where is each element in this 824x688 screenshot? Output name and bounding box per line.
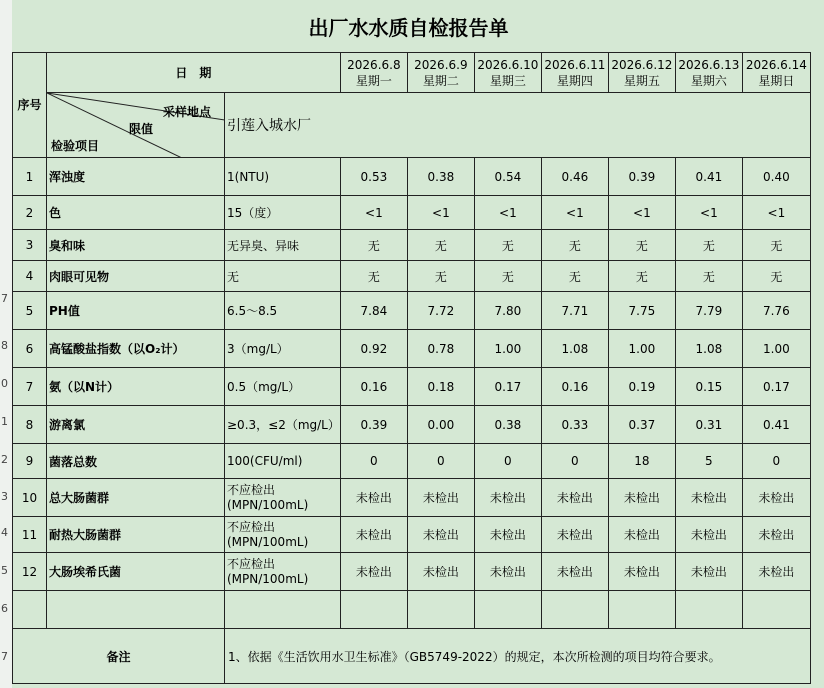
limit-value[interactable]: 无 bbox=[225, 261, 341, 292]
row-index[interactable]: 12 bbox=[13, 553, 47, 591]
limit-value[interactable]: 15（度） bbox=[225, 196, 341, 230]
result-cell[interactable]: 0.39 bbox=[608, 158, 675, 196]
result-cell[interactable]: 0.78 bbox=[407, 330, 474, 368]
result-cell[interactable]: 未检出 bbox=[474, 479, 541, 517]
row-number: 4 bbox=[1, 526, 8, 539]
table-row bbox=[13, 292, 811, 330]
result-cell[interactable]: 未检出 bbox=[608, 479, 675, 517]
result-cell[interactable]: 未检出 bbox=[407, 479, 474, 517]
empty-cell[interactable] bbox=[13, 591, 47, 629]
result-cell[interactable]: 未检出 bbox=[340, 517, 407, 553]
result-cell[interactable]: 无 bbox=[340, 230, 407, 261]
result-cell[interactable]: 0.53 bbox=[340, 158, 407, 196]
limit-value[interactable]: 不应检出(MPN/100mL) bbox=[225, 517, 341, 553]
result-cell[interactable]: 0.38 bbox=[474, 406, 541, 444]
result-cell[interactable]: 0 bbox=[474, 444, 541, 479]
result-cell[interactable]: 无 bbox=[675, 230, 742, 261]
diag-label-item: 检验项目 bbox=[51, 139, 100, 153]
row-index[interactable]: 10 bbox=[13, 479, 47, 517]
limit-value[interactable]: 不应检出(MPN/100mL) bbox=[225, 479, 341, 517]
item-name[interactable]: 氨（以N计） bbox=[47, 368, 225, 406]
report-title[interactable]: 出厂水水质自检报告单 bbox=[308, 15, 509, 40]
result-cell[interactable]: 无 bbox=[742, 230, 810, 261]
result-cell[interactable]: <1 bbox=[608, 196, 675, 230]
result-cell[interactable]: 未检出 bbox=[675, 479, 742, 517]
table-row bbox=[13, 261, 811, 292]
result-cell[interactable]: 未检出 bbox=[742, 553, 810, 591]
result-cell[interactable]: 0.39 bbox=[340, 406, 407, 444]
day-weekday: 星期六 bbox=[690, 73, 727, 88]
result-cell[interactable]: 无 bbox=[474, 230, 541, 261]
empty-cell[interactable] bbox=[225, 591, 341, 629]
remark-label[interactable]: 备注 bbox=[13, 629, 225, 684]
result-cell[interactable]: 0 bbox=[340, 444, 407, 479]
result-cell[interactable]: 无 bbox=[541, 230, 608, 261]
result-cell[interactable]: 无 bbox=[474, 261, 541, 292]
result-cell[interactable]: 0.16 bbox=[541, 368, 608, 406]
row-index[interactable]: 4 bbox=[13, 261, 47, 292]
limit-value[interactable]: 6.5～8.5 bbox=[225, 292, 341, 330]
item-name[interactable]: 耐热大肠菌群 bbox=[47, 517, 225, 553]
empty-cell[interactable] bbox=[47, 591, 225, 629]
result-cell[interactable]: 0.37 bbox=[608, 406, 675, 444]
result-cell[interactable]: <1 bbox=[675, 196, 742, 230]
row-number: 7 bbox=[1, 292, 8, 305]
remark-text[interactable]: 1、依据《生活饮用水卫生标准》（GB5749-2022）的规定，本次所检测的项目均符合要求。 bbox=[225, 629, 811, 684]
result-cell[interactable]: <1 bbox=[742, 196, 810, 230]
result-cell[interactable]: 未检出 bbox=[675, 517, 742, 553]
row-number: 0 bbox=[1, 377, 8, 390]
day-header[interactable] bbox=[742, 53, 810, 93]
result-cell[interactable]: 0 bbox=[742, 444, 810, 479]
limit-value[interactable]: 1(NTU) bbox=[225, 158, 341, 196]
day-date: 2026.6.13 bbox=[678, 57, 740, 72]
day-date: 2026.6.14 bbox=[745, 57, 807, 72]
result-cell[interactable]: 7.71 bbox=[541, 292, 608, 330]
item-name[interactable]: 高锰酸盐指数（以O₂计） bbox=[47, 330, 225, 368]
item-name[interactable]: 浑浊度 bbox=[47, 158, 225, 196]
result-cell[interactable]: 未检出 bbox=[474, 553, 541, 591]
limit-value[interactable]: ≥0.3，≤2（mg/L） bbox=[225, 406, 341, 444]
result-cell[interactable]: 无 bbox=[340, 261, 407, 292]
day-header[interactable] bbox=[541, 53, 608, 93]
day-date: 2026.6.11 bbox=[544, 57, 606, 72]
table-row bbox=[13, 553, 811, 591]
row-index[interactable]: 6 bbox=[13, 330, 47, 368]
row-index[interactable]: 9 bbox=[13, 444, 47, 479]
limit-value[interactable]: 100(CFU/ml) bbox=[225, 444, 341, 479]
item-name[interactable]: 肉眼可见物 bbox=[47, 261, 225, 292]
result-cell[interactable]: 0 bbox=[407, 444, 474, 479]
result-cell[interactable]: 0.92 bbox=[340, 330, 407, 368]
item-name[interactable]: 大肠埃希氏菌 bbox=[47, 553, 225, 591]
result-cell[interactable]: 0.00 bbox=[407, 406, 474, 444]
result-cell[interactable]: 0.54 bbox=[474, 158, 541, 196]
result-cell[interactable]: 0.17 bbox=[742, 368, 810, 406]
result-cell[interactable]: 5 bbox=[675, 444, 742, 479]
limit-value[interactable]: 无异臭、异味 bbox=[225, 230, 341, 261]
empty-cell[interactable] bbox=[541, 591, 608, 629]
result-cell[interactable]: 0.40 bbox=[742, 158, 810, 196]
table-row bbox=[13, 330, 811, 368]
result-cell[interactable]: <1 bbox=[340, 196, 407, 230]
spreadsheet bbox=[12, 0, 824, 688]
result-cell[interactable]: 未检出 bbox=[608, 517, 675, 553]
empty-cell[interactable] bbox=[474, 591, 541, 629]
item-name[interactable]: 色 bbox=[47, 196, 225, 230]
result-cell[interactable]: 未检出 bbox=[474, 517, 541, 553]
row-number: 8 bbox=[1, 339, 8, 352]
item-name[interactable]: 菌落总数 bbox=[47, 444, 225, 479]
result-cell[interactable]: 无 bbox=[407, 261, 474, 292]
day-date: 2026.6.10 bbox=[477, 57, 539, 72]
result-cell[interactable]: <1 bbox=[407, 196, 474, 230]
result-cell[interactable]: 0.19 bbox=[608, 368, 675, 406]
day-weekday: 星期四 bbox=[556, 73, 593, 88]
result-cell[interactable]: 0.18 bbox=[407, 368, 474, 406]
result-cell[interactable]: 1.08 bbox=[541, 330, 608, 368]
result-cell[interactable]: 未检出 bbox=[407, 553, 474, 591]
day-date: 2026.6.12 bbox=[611, 57, 673, 72]
result-cell[interactable]: 未检出 bbox=[541, 479, 608, 517]
result-cell[interactable]: <1 bbox=[474, 196, 541, 230]
result-cell[interactable]: 0.31 bbox=[675, 406, 742, 444]
result-cell[interactable]: 0.38 bbox=[407, 158, 474, 196]
report-table bbox=[12, 52, 811, 684]
empty-cell[interactable] bbox=[742, 591, 810, 629]
day-header[interactable] bbox=[474, 53, 541, 93]
row-number: 7 bbox=[1, 650, 8, 663]
result-cell[interactable]: 7.75 bbox=[608, 292, 675, 330]
result-cell[interactable]: 未检出 bbox=[675, 553, 742, 591]
result-cell[interactable]: 0.15 bbox=[675, 368, 742, 406]
date-header[interactable]: 日 期 bbox=[47, 53, 341, 93]
row-index[interactable]: 1 bbox=[13, 158, 47, 196]
result-cell[interactable]: 7.72 bbox=[407, 292, 474, 330]
result-cell[interactable]: 0.41 bbox=[675, 158, 742, 196]
row-index[interactable]: 7 bbox=[13, 368, 47, 406]
table-row bbox=[13, 479, 811, 517]
day-date: 2026.6.9 bbox=[414, 57, 468, 72]
result-cell[interactable]: 1.00 bbox=[608, 330, 675, 368]
result-cell[interactable]: 1.08 bbox=[675, 330, 742, 368]
result-cell[interactable]: 未检出 bbox=[742, 517, 810, 553]
empty-cell[interactable] bbox=[407, 591, 474, 629]
day-weekday: 星期二 bbox=[422, 73, 459, 88]
item-name[interactable]: 游离氯 bbox=[47, 406, 225, 444]
row-index[interactable]: 8 bbox=[13, 406, 47, 444]
result-cell[interactable]: 18 bbox=[608, 444, 675, 479]
limit-value[interactable]: 不应检出(MPN/100mL) bbox=[225, 553, 341, 591]
result-cell[interactable]: 未检出 bbox=[608, 553, 675, 591]
result-cell[interactable]: 未检出 bbox=[742, 479, 810, 517]
item-name[interactable]: 总大肠菌群 bbox=[47, 479, 225, 517]
row-number: 3 bbox=[1, 490, 8, 503]
empty-cell[interactable] bbox=[675, 591, 742, 629]
result-cell[interactable]: 未检出 bbox=[340, 553, 407, 591]
diag-label-limit: 限值 bbox=[129, 122, 154, 136]
row-index[interactable]: 11 bbox=[13, 517, 47, 553]
result-cell[interactable]: 1.00 bbox=[474, 330, 541, 368]
row-index[interactable]: 3 bbox=[13, 230, 47, 261]
result-cell[interactable]: 无 bbox=[407, 230, 474, 261]
table-row bbox=[13, 444, 811, 479]
limit-value[interactable]: 0.5（mg/L） bbox=[225, 368, 341, 406]
result-cell[interactable]: 未检出 bbox=[541, 517, 608, 553]
day-weekday: 星期一 bbox=[355, 73, 392, 88]
day-weekday: 星期日 bbox=[758, 73, 795, 88]
row-index[interactable]: 5 bbox=[13, 292, 47, 330]
day-header[interactable] bbox=[407, 53, 474, 93]
result-cell[interactable]: 无 bbox=[742, 261, 810, 292]
table-row bbox=[13, 196, 811, 230]
result-cell[interactable]: 0.17 bbox=[474, 368, 541, 406]
diag-label-site: 采样地点 bbox=[163, 105, 212, 119]
result-cell[interactable]: 未检出 bbox=[340, 479, 407, 517]
result-cell[interactable]: <1 bbox=[541, 196, 608, 230]
table-row bbox=[13, 406, 811, 444]
result-cell[interactable]: 无 bbox=[608, 230, 675, 261]
row-number: 1 bbox=[1, 415, 8, 428]
result-cell[interactable]: 未检出 bbox=[541, 553, 608, 591]
row-number: 5 bbox=[1, 564, 8, 577]
result-cell[interactable]: 无 bbox=[541, 261, 608, 292]
result-cell[interactable]: 0.46 bbox=[541, 158, 608, 196]
result-cell[interactable]: 未检出 bbox=[407, 517, 474, 553]
result-cell[interactable]: 无 bbox=[675, 261, 742, 292]
site-name-cell[interactable]: 引莲入城水厂 bbox=[225, 93, 811, 158]
result-cell[interactable]: 无 bbox=[608, 261, 675, 292]
seq-header[interactable]: 序号 bbox=[13, 53, 47, 158]
table-row bbox=[13, 158, 811, 196]
table-row bbox=[13, 517, 811, 553]
day-header[interactable] bbox=[675, 53, 742, 93]
limit-value[interactable]: 3（mg/L） bbox=[225, 330, 341, 368]
day-date: 2026.6.8 bbox=[347, 57, 401, 72]
row-index[interactable]: 2 bbox=[13, 196, 47, 230]
table-row bbox=[13, 368, 811, 406]
result-cell[interactable]: 7.80 bbox=[474, 292, 541, 330]
empty-cell[interactable] bbox=[608, 591, 675, 629]
row-number: 6 bbox=[1, 602, 8, 615]
result-cell[interactable]: 7.76 bbox=[742, 292, 810, 330]
result-cell[interactable]: 0 bbox=[541, 444, 608, 479]
result-cell[interactable]: 0.16 bbox=[340, 368, 407, 406]
result-cell[interactable]: 0.33 bbox=[541, 406, 608, 444]
day-weekday: 星期三 bbox=[489, 73, 526, 88]
row-number: 2 bbox=[1, 453, 8, 466]
result-cell[interactable]: 7.79 bbox=[675, 292, 742, 330]
empty-cell[interactable] bbox=[340, 591, 407, 629]
diagonal-header-cell[interactable] bbox=[47, 93, 225, 158]
table-row bbox=[13, 230, 811, 261]
day-weekday: 星期五 bbox=[623, 73, 660, 88]
result-cell[interactable]: 7.84 bbox=[340, 292, 407, 330]
item-name[interactable]: PH值 bbox=[47, 292, 225, 330]
day-header[interactable] bbox=[608, 53, 675, 93]
item-name[interactable]: 臭和味 bbox=[47, 230, 225, 261]
result-cell[interactable]: 1.00 bbox=[742, 330, 810, 368]
day-header[interactable] bbox=[340, 53, 407, 93]
result-cell[interactable]: 0.41 bbox=[742, 406, 810, 444]
